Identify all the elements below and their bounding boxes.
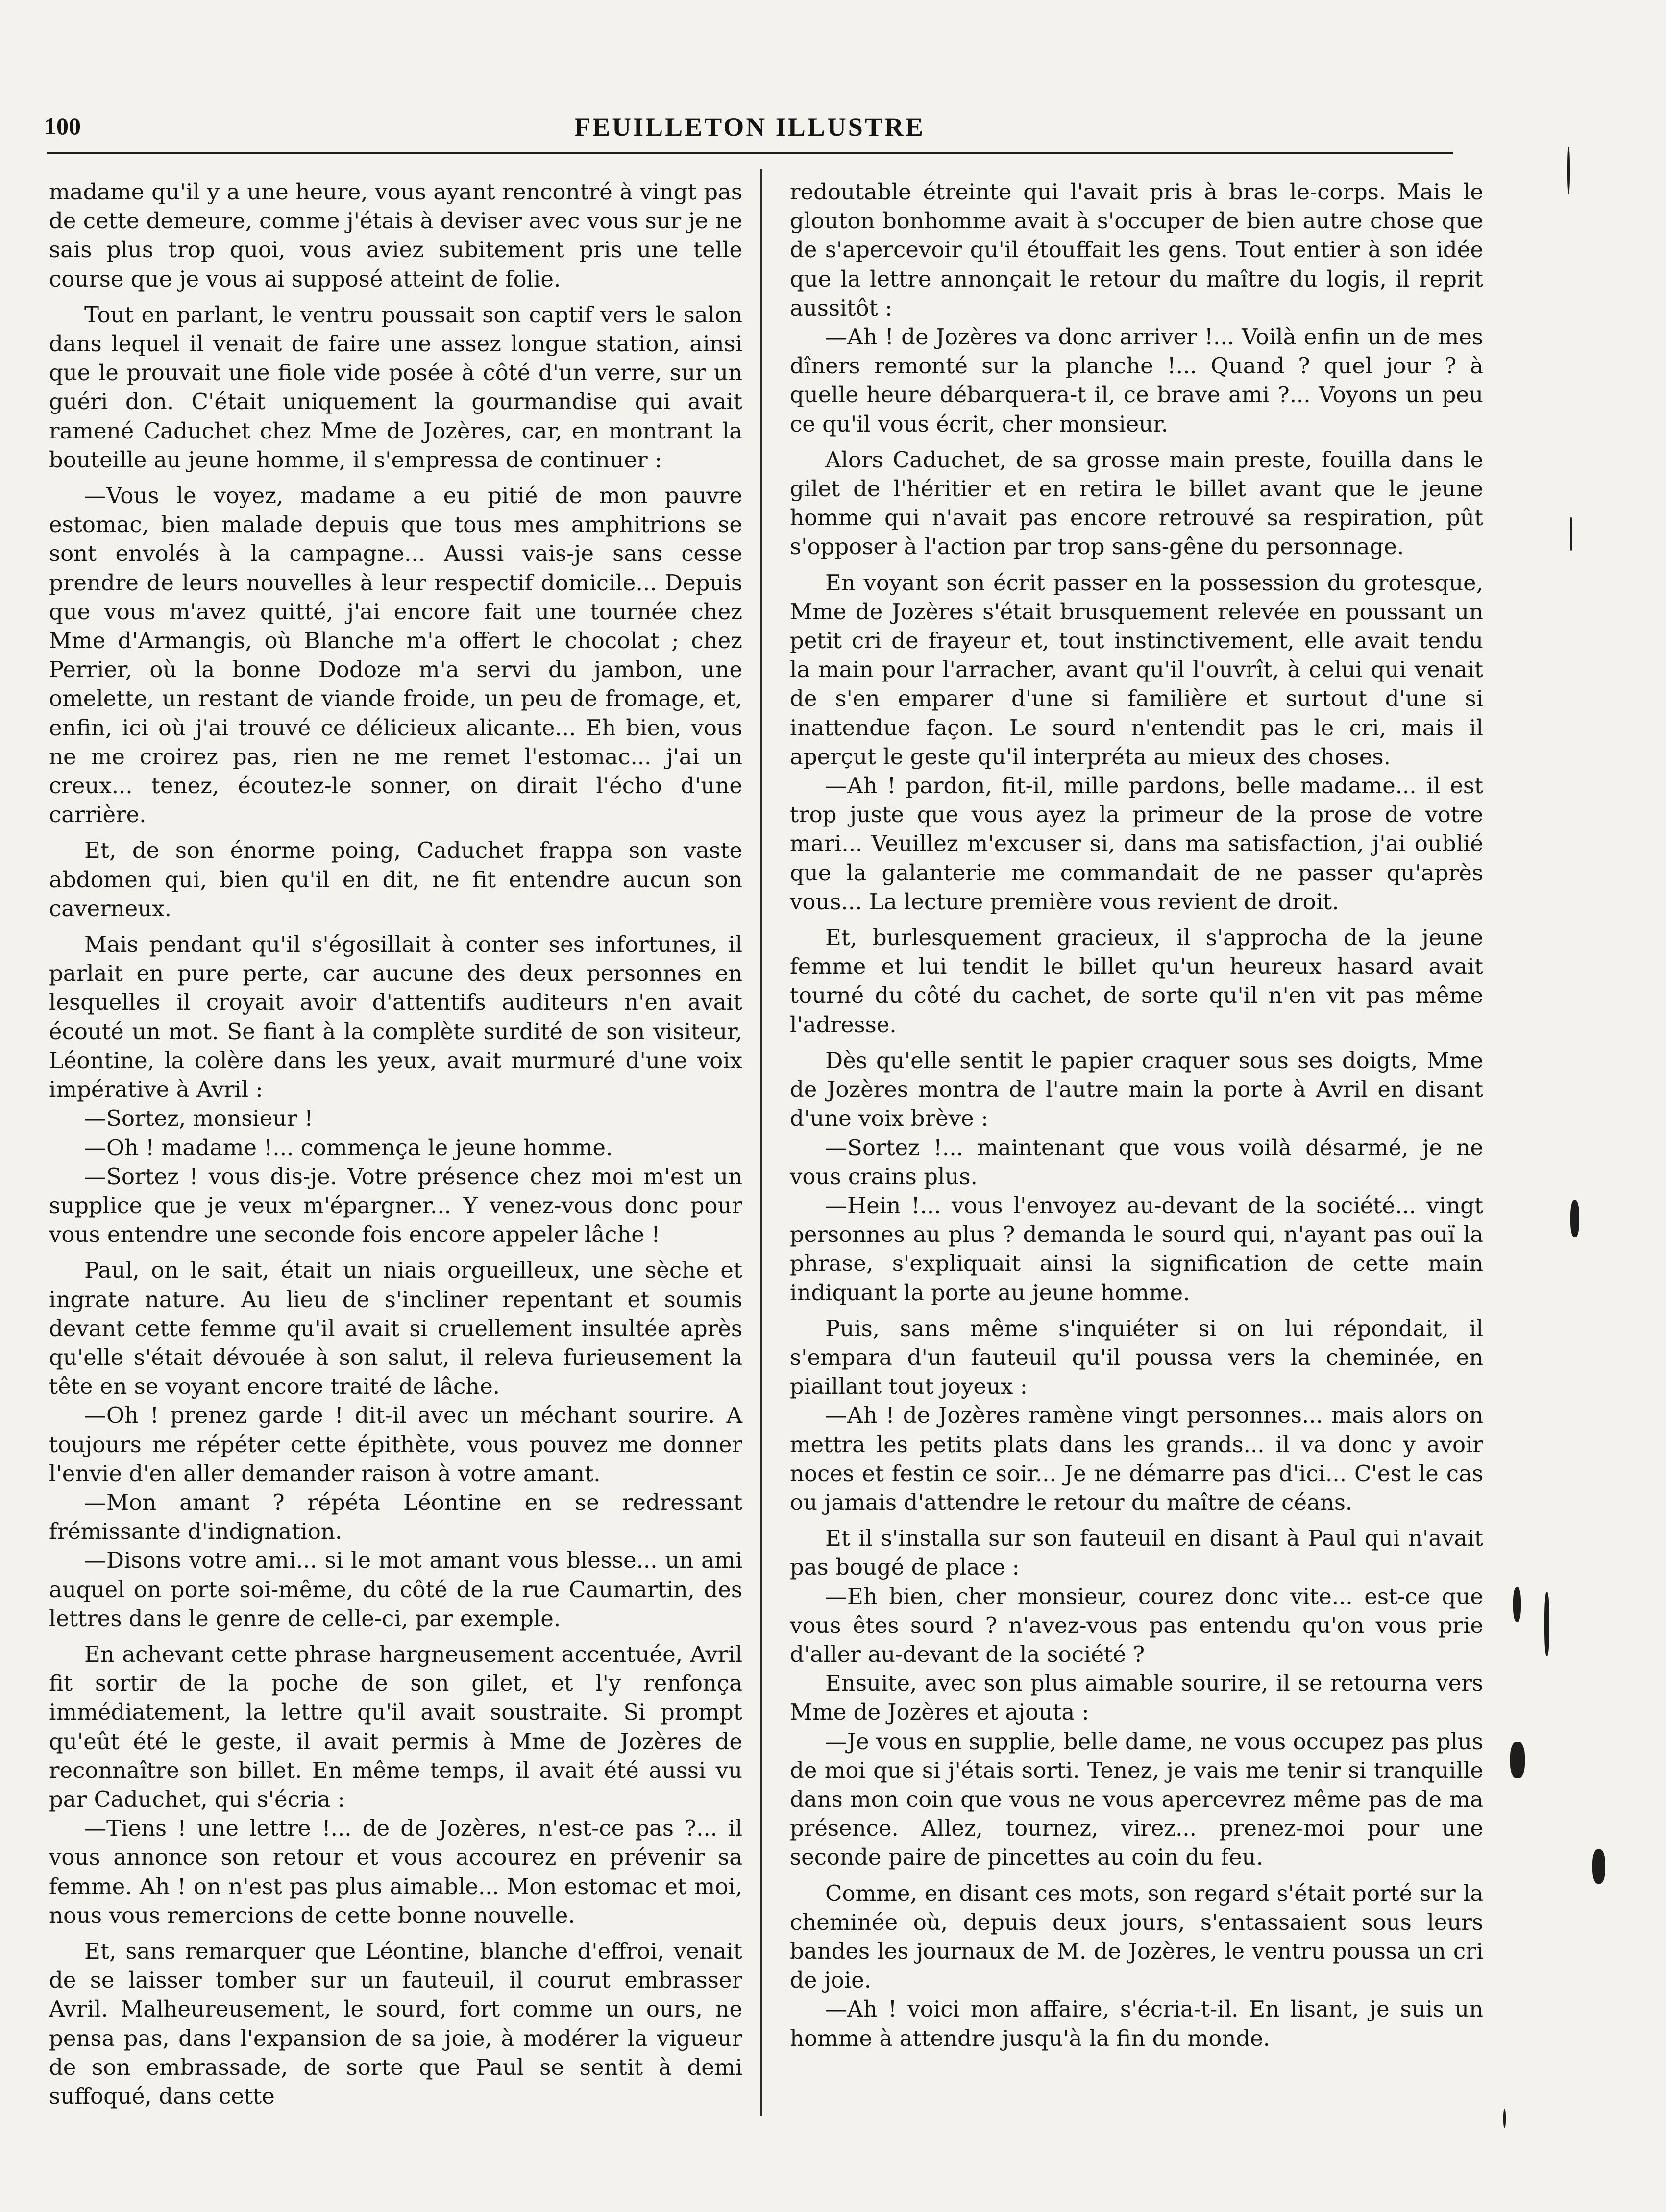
paragraph: En achevant cette phrase hargneusement accentuée, Avril fit sortir de la poche de son gilet, et l'y renfonça immédiatement, la lettre qu'il avait soustraite. Si prompt qu'eût été le geste, il avait permis à Mme de Jozères de reconnaître son billet. En même temps, il avait été aussi vu par Caduchet, qui s'écria :: [49, 1641, 742, 1812]
paragraph: Paul, on le sait, était un niais orgueilleux, une sèche et ingrate nature. Au lieu de s'incliner repentant et soumis devant cette femme qu'il avait si cruellement insultée après qu'elle s'était dévouée à son salut, il releva furieusement la tête en se voyant encore traité de lâche.: [49, 1257, 742, 1400]
ink-speck: [1513, 1587, 1521, 1622]
paragraph: Dès qu'elle sentit le papier craquer sous ses doigts, Mme de Jozères montra de l'autre main la porte à Avril en disant d'une voix brève :: [790, 1047, 1483, 1132]
paragraph: —Je vous en supplie, belle dame, ne vous occupez pas plus de moi que si j'étais sorti. Tenez, je vais me tenir si tranquille dans mon coin que vous ne vous apercevrez même pas de ma présence. Allez, tournez, virez... prenez-moi pour une seconde paire de pincettes au coin du feu.: [790, 1728, 1483, 1871]
ink-speck: [1567, 147, 1570, 194]
paragraph: —Sortez, monsieur !: [84, 1105, 314, 1132]
paragraph: —Vous le voyez, madame a eu pitié de mon pauvre estomac, bien malade depuis que tous mes amphitrions se sont envolés à la campagne... Aussi vais-je sans cesse prendre de leurs nouvelles à leur respectif domicile... Depuis que vous m'avez quitté, j'ai encore fait une tournée chez Mme d'Armangis, où Blanche m'a offert le chocolat ; chez Perrier, où la bonne Dodoze m'a servi du jambon, une omelette, un restant de viande froide, un peu de fromage, et, enfin, ici où j'ai trouvé ce délicieux alicante... Eh bien, vous ne me croirez pas, rien ne me remet l'estomac... j'ai un creux... tenez, écoutez-le sonner, on dirait l'écho d'une carrière.: [49, 483, 742, 828]
paragraph: —Eh bien, cher monsieur, courez donc vite... est-ce que vous êtes sourd ? n'avez-vous pas entendu qu'on vous prie d'aller au-devant de la société ?: [790, 1583, 1483, 1667]
paragraph: Mais pendant qu'il s'égosillait à conter ses infortunes, il parlait en pure perte, car aucune des deux personnes en lesquelles il croyait avoir d'attentifs auditeurs n'en avait écouté un mot. Se fiant à la complète surdité de son visiteur, Léontine, la colère dans les yeux, avait murmuré d'une voix impérative à Avril :: [49, 931, 742, 1103]
ink-speck: [1592, 1849, 1605, 1884]
paragraph: Ensuite, avec son plus aimable sourire, il se retourna vers Mme de Jozères et ajouta :: [790, 1670, 1483, 1726]
paragraph: —Oh ! madame !... commença le jeune homme.: [84, 1134, 613, 1161]
paragraph: —Ah ! de Jozères va donc arriver !... Voilà enfin un de mes dîners remonté sur la planche !... Quand ? quel jour ? à quelle heure débarquera-t il, ce brave ami ?... Voyons un peu ce qu'il vous écrit, cher monsieur.: [790, 324, 1483, 437]
ink-speck: [1510, 1742, 1525, 1778]
paragraph: —Ah ! voici mon affaire, s'écria-t-il. En lisant, je suis un homme à attendre jusqu'à la fin du monde.: [790, 1996, 1483, 2051]
paragraph: Et, burlesquement gracieux, il s'approcha de la jeune femme et lui tendit le billet qu'un heureux hasard avait tourné du côté du cachet, de sorte qu'il n'en vit pas même l'adresse.: [790, 924, 1483, 1038]
paragraph: —Ah ! de Jozères ramène vingt personnes... mais alors on mettra les petits plats dans les grands... il va donc y avoir noces et festin ce soir... Je ne démarre pas d'ici... C'est le cas ou jamais d'attendre le retour du maître de céans.: [790, 1402, 1483, 1515]
paragraph: En voyant son écrit passer en la possession du grotesque, Mme de Jozères s'était brusquement relevée en poussant un petit cri de frayeur et, tout instinctivement, elle avait tendu la main pour l'arracher, avant qu'il l'ouvrît, à celui qui venait de s'en emparer d'une si familière et surtout d'une si inattendue façon. Le sourd n'entendit pas le cri, mais il aperçut le geste qu'il interpréta au mieux des choses.: [790, 569, 1483, 770]
page-number: 100: [44, 112, 81, 140]
paragraph: madame qu'il y a une heure, vous ayant rencontré à vingt pas de cette demeure, comme j'étais à deviser avec vous sur je ne sais plus trop quoi, vous aviez subitement pris une telle course que je vous ai supposé atteint de folie.: [49, 179, 742, 292]
paragraph: Et, de son énorme poing, Caduchet frappa son vaste abdomen qui, bien qu'il en dit, ne fit entendre aucun son caverneux.: [49, 837, 742, 922]
paragraph: Alors Caduchet, de sa grosse main preste, fouilla dans le gilet de l'héritier et en retira le billet avant que le jeune homme qui n'avait pas encore retrouvé sa respiration, pût s'opposer à l'action par trop sans-gêne du personnage.: [790, 446, 1483, 560]
header-rule: [47, 152, 1453, 154]
ink-speck: [1570, 517, 1572, 551]
paragraph: —Ah ! pardon, fit-il, mille pardons, belle madame... il est trop juste que vous ayez la primeur de la prose de votre mari... Veuillez m'excuser si, dans ma satisfaction, j'ai oublié que la galanterie me commandait de ne passer qu'après vous... La lecture première vous revient de droit.: [790, 773, 1483, 915]
running-title: FEUILLETON ILLUSTRE: [574, 112, 925, 142]
right-column: [790, 177, 1483, 2053]
paragraph: Et, sans remarquer que Léontine, blanche d'effroi, venait de se laisser tomber sur un fauteuil, il courut embrasser Avril. Malheureusement, le sourd, fort comme un ours, ne pensa pas, dans l'expansion de sa joie, à modérer la vigueur de son embrassade, de sorte que Paul se sentit à demi suffoqué, dans cette: [49, 1938, 742, 2109]
paragraph: Comme, en disant ces mots, son regard s'était porté sur la cheminée où, depuis deux jours, s'entassaient sous leurs bandes les journaux de M. de Jozères, le ventru poussa un cri de joie.: [790, 1880, 1483, 1993]
paragraph: —Sortez ! vous dis-je. Votre présence chez moi m'est un supplice que je veux m'épargner... Y venez-vous donc pour vous entendre une seconde fois encore appeler lâche !: [49, 1163, 742, 1248]
paragraph: Et il s'installa sur son fauteuil en disant à Paul qui n'avait pas bougé de place :: [790, 1525, 1483, 1580]
paragraph: —Disons votre ami... si le mot amant vous blesse... un ami auquel on porte soi-même, du côté de la rue Caumartin, des lettres dans le genre de celle-ci, par exemple.: [49, 1547, 742, 1631]
paragraph: —Sortez !... maintenant que vous voilà désarmé, je ne vous crains plus.: [790, 1134, 1483, 1190]
paragraph: —Hein !... vous l'envoyez au-devant de la société... vingt personnes au plus ? demanda le sourd qui, n'ayant pas ouï la phrase, s'expliquait ainsi la signification de cette main indiquant la porte au jeune homme.: [790, 1192, 1483, 1306]
paragraph: —Oh ! prenez garde ! dit-il avec un méchant sourire. A toujours me répéter cette épithète, vous pouvez me donner l'envie d'en aller demander raison à votre amant.: [49, 1402, 742, 1486]
paragraph: —Tiens ! une lettre !... de de Jozères, n'est-ce pas ?... il vous annonce son retour et vous accourez en prévenir sa femme. Ah ! on n'est pas plus aimable... Mon estomac et moi, nous vous remercions de cette bonne nouvelle.: [49, 1815, 742, 1928]
paragraph: redoutable étreinte qui l'avait pris à bras le-corps. Mais le glouton bonhomme avait à s'occuper de bien autre chose que de s'apercevoir qu'il étouffait les gens. Tout entier à son idée que la lettre annonçait le retour du maître du logis, il reprit aussitôt :: [790, 179, 1483, 321]
ink-speck: [1503, 2109, 1506, 2128]
page-header: [44, 112, 1455, 151]
paragraph: Tout en parlant, le ventru poussait son captif vers le salon dans lequel il venait de faire une assez longue station, ainsi que le prouvait une fiole vide posée à côté d'un verre, sur un guéri don. C'était uniquement la gourmandise qui avait ramené Caduchet chez Mme de Jozères, car, en montrant la bouteille au jeune homme, il s'empressa de continuer :: [49, 301, 742, 473]
paragraph: —Mon amant ? répéta Léontine en se redressant frémissante d'indignation.: [49, 1489, 742, 1545]
column-divider: [760, 169, 762, 2116]
left-column: [49, 177, 742, 2111]
ink-speck: [1544, 1592, 1549, 1656]
paragraph: Puis, sans même s'inquiéter si on lui répondait, il s'empara d'un fauteuil qu'il poussa vers la cheminée, en piaillant tout joyeux :: [790, 1315, 1483, 1400]
ink-speck: [1570, 1200, 1579, 1237]
